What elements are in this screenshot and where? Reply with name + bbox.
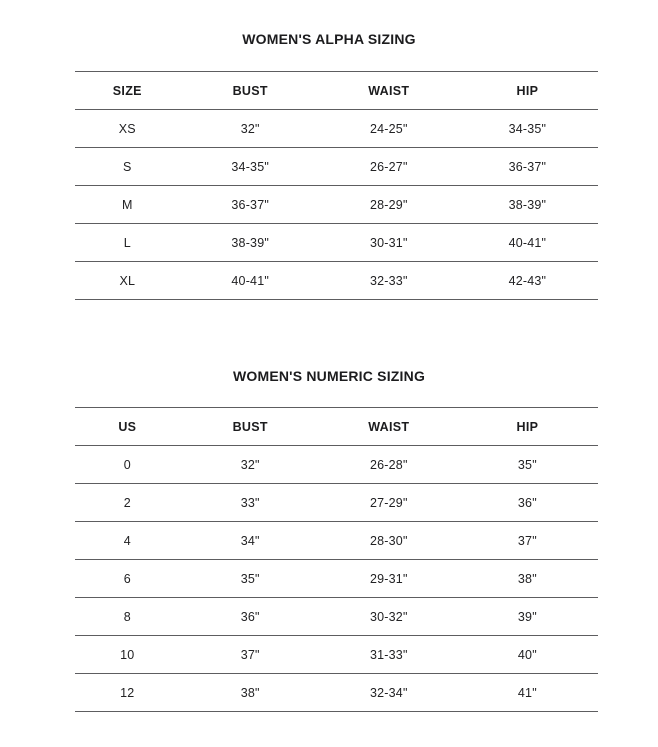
table-row	[75, 636, 598, 674]
cell-bust: 36-37"	[180, 186, 321, 224]
numeric-sizing-table	[75, 407, 598, 712]
cell-hip: 38-39"	[457, 186, 598, 224]
cell-bust: 35"	[180, 560, 321, 598]
cell-bust: 37"	[180, 636, 321, 674]
header-cell-size: SIZE	[75, 72, 180, 110]
table-row	[75, 598, 598, 636]
numeric-sizing-table-container	[75, 407, 598, 712]
header-cell-bust: BUST	[180, 72, 321, 110]
cell-bust: 38-39"	[180, 224, 321, 262]
header-cell-bust: BUST	[180, 408, 321, 446]
cell-bust: 34"	[180, 522, 321, 560]
cell-size: XL	[75, 262, 180, 300]
cell-hip: 36"	[457, 484, 598, 522]
header-cell-hip: HIP	[457, 72, 598, 110]
cell-waist: 28-30"	[321, 522, 457, 560]
table-header-row	[75, 72, 598, 110]
cell-size: S	[75, 148, 180, 186]
table-row	[75, 446, 598, 484]
table-row	[75, 110, 598, 148]
table-row	[75, 186, 598, 224]
cell-waist: 26-27"	[321, 148, 457, 186]
cell-us: 0	[75, 446, 180, 484]
cell-waist: 29-31"	[321, 560, 457, 598]
table-row	[75, 674, 598, 712]
cell-waist: 31-33"	[321, 636, 457, 674]
cell-bust: 40-41"	[180, 262, 321, 300]
cell-hip: 38"	[457, 560, 598, 598]
cell-waist: 26-28"	[321, 446, 457, 484]
cell-us: 6	[75, 560, 180, 598]
cell-hip: 41"	[457, 674, 598, 712]
table-row	[75, 560, 598, 598]
cell-hip: 39"	[457, 598, 598, 636]
header-cell-waist: WAIST	[321, 72, 457, 110]
header-cell-hip: HIP	[457, 408, 598, 446]
cell-bust: 32"	[180, 446, 321, 484]
cell-us: 4	[75, 522, 180, 560]
cell-us: 2	[75, 484, 180, 522]
cell-waist: 27-29"	[321, 484, 457, 522]
table-header-row	[75, 408, 598, 446]
table-row	[75, 522, 598, 560]
cell-hip: 35"	[457, 446, 598, 484]
cell-waist: 30-32"	[321, 598, 457, 636]
table-row	[75, 484, 598, 522]
cell-waist: 32-33"	[321, 262, 457, 300]
cell-bust: 33"	[180, 484, 321, 522]
cell-bust: 36"	[180, 598, 321, 636]
cell-bust: 38"	[180, 674, 321, 712]
cell-waist: 24-25"	[321, 110, 457, 148]
cell-size: M	[75, 186, 180, 224]
cell-hip: 36-37"	[457, 148, 598, 186]
cell-hip: 42-43"	[457, 262, 598, 300]
cell-hip: 37"	[457, 522, 598, 560]
cell-bust: 32"	[180, 110, 321, 148]
cell-hip: 40"	[457, 636, 598, 674]
cell-waist: 28-29"	[321, 186, 457, 224]
cell-hip: 40-41"	[457, 224, 598, 262]
table-row	[75, 148, 598, 186]
alpha-sizing-table	[75, 71, 598, 300]
header-cell-waist: WAIST	[321, 408, 457, 446]
cell-bust: 34-35"	[180, 148, 321, 186]
alpha-sizing-table-container	[75, 71, 598, 300]
cell-hip: 34-35"	[457, 110, 598, 148]
cell-waist: 30-31"	[321, 224, 457, 262]
cell-us: 8	[75, 598, 180, 636]
cell-waist: 32-34"	[321, 674, 457, 712]
table-row	[75, 224, 598, 262]
header-cell-us: US	[75, 408, 180, 446]
cell-size: L	[75, 224, 180, 262]
table-row	[75, 262, 598, 300]
cell-us: 12	[75, 674, 180, 712]
cell-us: 10	[75, 636, 180, 674]
numeric-sizing-title: WOMEN'S NUMERIC SIZING	[232, 368, 426, 384]
cell-size: XS	[75, 110, 180, 148]
alpha-sizing-title: WOMEN'S ALPHA SIZING	[242, 31, 416, 47]
